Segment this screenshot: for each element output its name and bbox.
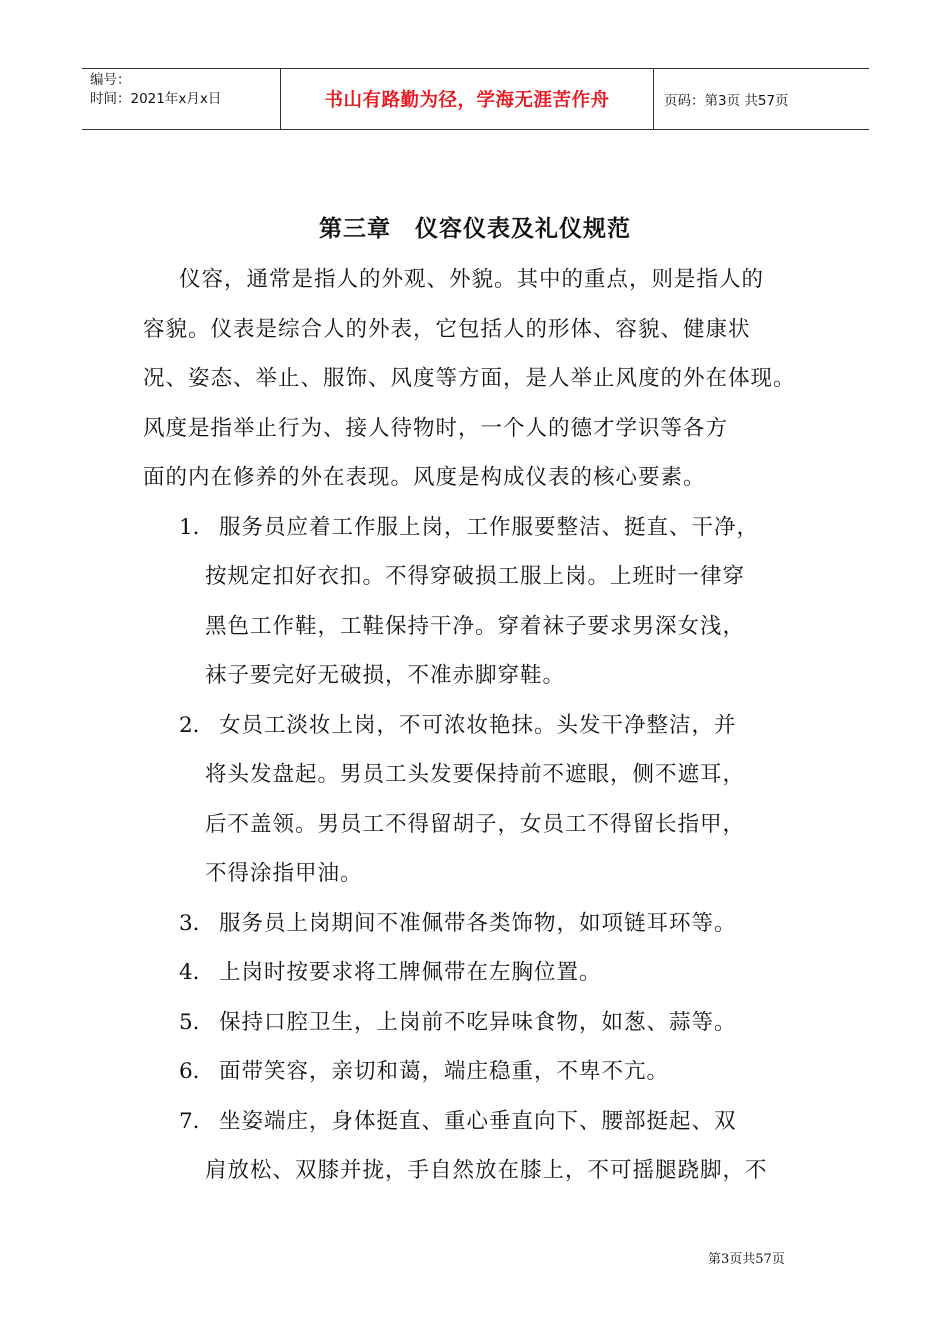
list-item <box>143 503 823 701</box>
list-text: 按规定扣好衣扣。不得穿破损工服上岗。上班时一律穿 <box>205 564 746 589</box>
list-number: 5. <box>179 1009 200 1035</box>
list-number: 3. <box>179 910 200 936</box>
list-item <box>143 1097 823 1196</box>
intro-line: 仪容，通常是指人的外观、外貌。其中的重点，则是指人的 <box>179 267 765 292</box>
list-item <box>143 1047 823 1097</box>
list-item <box>143 899 823 949</box>
list-number: 1. <box>179 514 200 540</box>
list-text: 黑色工作鞋，工鞋保持干净。穿着袜子要求男深女浅， <box>205 613 746 639</box>
list-text: 不得涂指甲油。 <box>205 861 363 886</box>
intro-line: 风度是指举止行为、接人待物时，一个人的德才学识等各方 <box>143 415 729 441</box>
list-number: 6. <box>179 1059 200 1084</box>
list-text: 面带笑容，亲切和蔼，端庄稳重，不卑不亢。 <box>219 1059 670 1084</box>
intro-line: 面的内在修养的外在表现。风度是构成仪表的核心要素。 <box>143 465 706 490</box>
serial-number-label: 编号： <box>90 72 131 88</box>
list-text: 服务员应着工作服上岗，工作服要整洁、挺直、干净， <box>219 514 760 540</box>
list-text: 女员工淡妆上岗，不可浓妆艳抹。头发干净整洁，并 <box>219 712 737 738</box>
list-item <box>143 998 823 1048</box>
date-label: 时间：2021年x月x日 <box>90 91 222 107</box>
page-footer: 第3页共57页 <box>708 1252 785 1267</box>
list-text: 上岗时按要求将工牌佩带在左胸位置。 <box>219 960 602 985</box>
header-motto: 书山有路勤为径，学海无涯苦作舟 <box>281 69 654 129</box>
header-meta <box>82 69 281 129</box>
list-text: 后不盖领。男员工不得留胡子，女员工不得留长指甲， <box>205 811 746 837</box>
list-item <box>143 701 823 899</box>
header-page-info: 页码：第3页 共57页 <box>664 93 789 109</box>
list-number: 2. <box>179 712 200 738</box>
chapter-title: 第三章 仪容仪表及礼仪规范 <box>319 215 631 242</box>
list-text: 服务员上岗期间不准佩带各类饰物，如项链耳环等。 <box>219 910 737 936</box>
list-text: 坐姿端庄，身体挺直、重心垂直向下、腰部挺起、双 <box>219 1108 737 1134</box>
list-text: 将头发盘起。男员工头发要保持前不遮眼，侧不遮耳， <box>205 762 746 787</box>
list-number: 4. <box>179 960 200 985</box>
list-text: 肩放松、双膝并拢，手自然放在膝上，不可摇腿跷脚，不 <box>205 1158 768 1183</box>
list-item <box>143 948 823 998</box>
page-header <box>82 68 869 130</box>
intro-line: 况、姿态、举止、服饰、风度等方面，是人举止风度的外在体现。 <box>143 366 796 391</box>
intro-line: 容貌。仪表是综合人的外表，它包括人的形体、容貌、健康状 <box>143 316 751 342</box>
list-number: 7. <box>179 1108 200 1134</box>
list-text: 保持口腔卫生，上岗前不吃异味食物，如葱、蒜等。 <box>219 1009 737 1035</box>
list-text: 袜子要完好无破损，不准赤脚穿鞋。 <box>205 663 566 688</box>
document-body <box>143 255 823 1196</box>
